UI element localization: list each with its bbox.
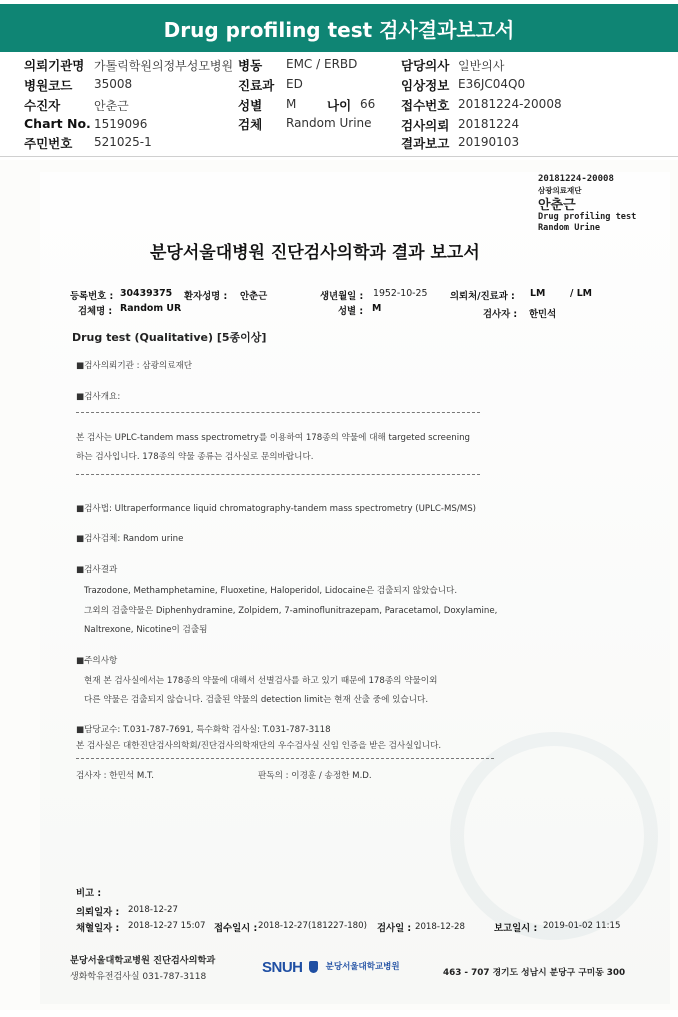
footer-hospital: 분당서울대학교병원 진단검사의학과 <box>70 955 216 966</box>
value-chart-no: 1519096 <box>94 117 148 131</box>
divider <box>76 474 480 475</box>
label-dob: 생년월일 : <box>320 291 364 302</box>
label-request-date: 의뢰일자 : <box>76 907 120 918</box>
value-collection-date: 2018-12-27 15:07 <box>128 921 206 931</box>
label-report-date: 보고일시 : <box>494 923 538 934</box>
value-age: 66 <box>360 97 376 111</box>
line-results-heading: ■검사결과 <box>76 565 118 575</box>
value-patient: 안춘근 <box>94 99 129 113</box>
line-institution: ■검사의뢰기관 : 삼광의료재단 <box>76 361 193 371</box>
value-specimen: Random Urine <box>286 116 372 130</box>
label-patient-name: 환자성명 : <box>184 291 228 302</box>
line-caution-1: 현재 본 검사실에서는 178종의 약물에 대해서 선별검사를 하고 있기 때문에 178종의 약물이외 <box>84 676 438 686</box>
value-tester: 한민석 <box>529 309 557 320</box>
label-receipt-date: 접수일시 : <box>214 923 258 934</box>
value-requesting-institution: 가톨릭학원의정부성모병원 <box>94 59 234 73</box>
stamp-specimen: Random Urine <box>538 223 601 233</box>
value-registration-no: 30439375 <box>120 288 173 299</box>
title-bar <box>0 0 678 52</box>
label-result-report: 결과보고 <box>401 136 450 151</box>
page-title: Drug profiling test 검사결과보고서 <box>163 18 515 42</box>
value-sex: M <box>286 97 297 111</box>
label-tester: 검사자 : <box>483 309 518 320</box>
label-accession-no: 접수번호 <box>401 98 450 113</box>
value-dob: 1952-10-25 <box>373 288 428 299</box>
value-report-date: 2019-01-02 11:15 <box>543 921 621 931</box>
value-receipt-date: 2018-12-27(181227-180) <box>258 921 367 931</box>
line-overview-1: 본 검사는 UPLC-tandem mass spectrometry를 이용하여 178종의 약물에 대해 targeted screening <box>76 433 470 443</box>
line-contact: ■담당교수: T.031-787-7691, 특수화학 검사실: T.031-787-3118 <box>76 725 331 735</box>
label-registration-no: 등록번호 : <box>70 291 114 302</box>
label-doctor: 담당의사 <box>401 58 450 73</box>
snuh-hospital-name: 분당서울대학교병원 <box>325 962 400 972</box>
watermark <box>450 732 658 940</box>
label-sex: 성별 <box>238 98 263 113</box>
value-clinical-info: E36JC04Q0 <box>458 77 526 91</box>
footer-lab: 생화학유전검사실 031-787-3118 <box>70 972 207 982</box>
value-patient-name: 안춘근 <box>240 291 268 302</box>
label-test-date: 검사일 : <box>377 923 412 934</box>
test-name: Drug test (Qualitative) [5종이상] <box>72 331 267 344</box>
line-overview-2: 하는 검사입니다. 178종의 약물 종류는 검사실로 문의바랍니다. <box>76 452 314 462</box>
value-dept: LM <box>530 288 546 299</box>
label-age: 나이 <box>327 98 352 113</box>
line-overview-heading: ■검사개요: <box>76 392 121 402</box>
value-department: ED <box>286 77 303 91</box>
label-chart-no: Chart No. <box>24 116 91 131</box>
line-results-3: Naltrexone, Nicotine이 검출됨 <box>84 625 208 635</box>
line-reviewer: 판독의 : 이경훈 / 송정한 M.D. <box>258 771 372 781</box>
report-page <box>40 172 670 1004</box>
value-test-date: 2018-12-28 <box>415 922 465 932</box>
label-clinical-info: 임상정보 <box>401 78 450 93</box>
label-specimen: 검체 <box>238 117 263 132</box>
value-report-sex: M <box>372 303 382 314</box>
value-doctor: 일반의사 <box>458 59 505 73</box>
snuh-logo <box>262 957 400 977</box>
label-dept: 의뢰처/진료과 : <box>450 291 515 302</box>
line-caution-heading: ■주의사항 <box>76 656 118 666</box>
label-collection-date: 채혈일자 : <box>76 923 120 934</box>
line-results-2: 그외의 검출약물은 Diphenhydramine, Zolpidem, 7-aminoflunitrazepam, Paracetamol, Doxylamine, <box>84 606 498 616</box>
line-caution-2: 다른 약물은 검출되지 않습니다. 검출된 약물의 detection limit는 현재 산출 중에 있습니다. <box>84 695 429 705</box>
report-title: 분당서울대병원 진단검사의학과 결과 보고서 <box>150 243 480 263</box>
stamp-name: 안춘근 <box>538 198 576 213</box>
value-hospital-code: 35008 <box>94 77 133 91</box>
stamp-number: 20181224-20008 <box>538 174 614 184</box>
label-hospital-code: 병원코드 <box>24 78 73 93</box>
label-note: 비고 : <box>76 888 102 899</box>
label-patient: 수진자 <box>24 98 61 113</box>
value-result-report: 20190103 <box>458 135 520 149</box>
label-specimen-name: 검체명 : <box>78 306 113 317</box>
line-certification: 본 검사실은 대한진단검사의학회/진단검사의학재단의 우수검사실 신임 인증을 받은 검사실입니다. <box>76 741 442 751</box>
line-tester: 검사자 : 한민석 M.T. <box>76 771 155 781</box>
line-specimen: ■검사검체: Random urine <box>76 534 184 544</box>
footer-address: 463 - 707 경기도 성남시 분당구 구미동 300 <box>443 968 626 978</box>
label-ward: 병동 <box>238 58 263 73</box>
stamp-test: Drug profiling test <box>538 212 637 222</box>
divider <box>76 412 480 413</box>
value-resident-no: 521025-1 <box>94 135 152 149</box>
snuh-logo-text: SNUH <box>262 959 303 976</box>
label-requesting-institution: 의뢰기관명 <box>24 58 85 73</box>
scanned-report <box>0 160 678 1010</box>
shield-icon <box>309 961 318 973</box>
line-results-1: Trazodone, Methamphetamine, Fluoxetine, Haloperidol, Lidocaine은 검출되지 않았습니다. <box>84 586 458 596</box>
divider <box>76 758 494 759</box>
value-test-request: 20181224 <box>458 117 520 131</box>
label-resident-no: 주민번호 <box>24 136 73 151</box>
value-request-date: 2018-12-27 <box>128 905 178 915</box>
label-department: 진료과 <box>238 78 275 93</box>
value-specimen-name: Random UR <box>120 303 182 314</box>
value-accession-no: 20181224-20008 <box>458 97 562 111</box>
stamp-org: 삼광의료재단 <box>538 186 582 195</box>
line-method: ■검사법: Ultraperformance liquid chromatography-tandem mass spectrometry (UPLC-MS/MS) <box>76 504 476 514</box>
value-ward: EMC / ERBD <box>286 57 358 71</box>
label-report-sex: 성별 : <box>338 306 364 317</box>
label-test-request: 검사의뢰 <box>401 118 450 133</box>
value-dept2: / LM <box>570 288 592 299</box>
divider <box>0 156 678 157</box>
